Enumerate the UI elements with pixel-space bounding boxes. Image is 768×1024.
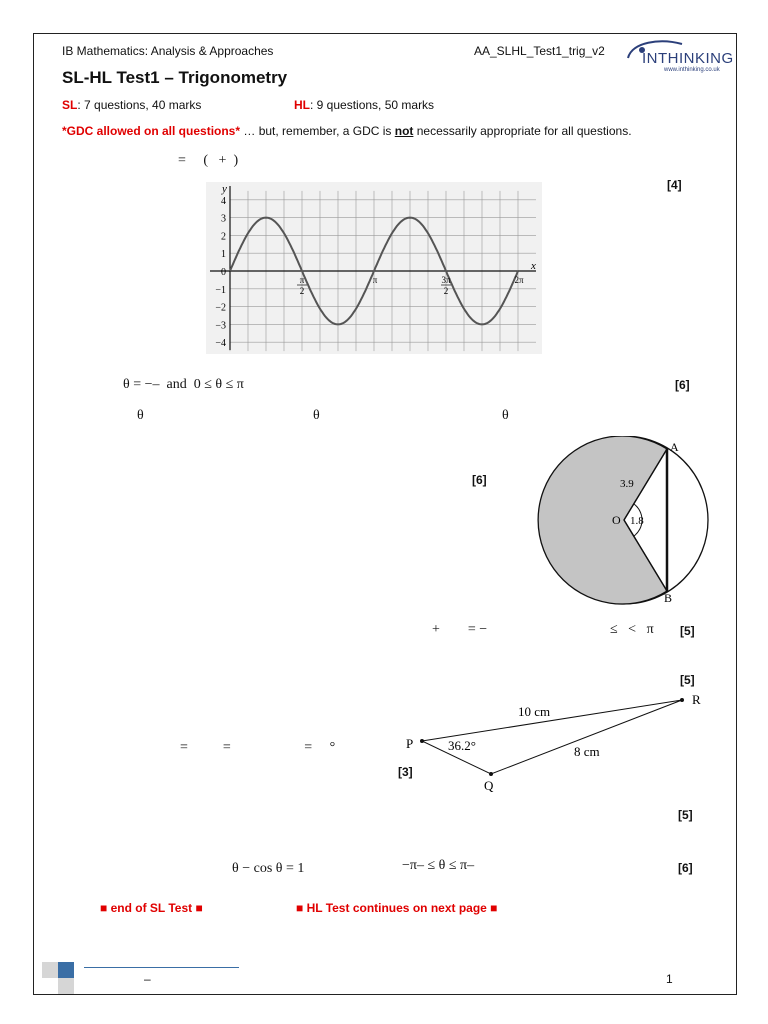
q9-range: −π– ≤ θ ≤ π– xyxy=(402,858,475,873)
q7-marks: [3] xyxy=(398,765,413,779)
footer-rule xyxy=(84,967,239,968)
radius-label: 3.9 xyxy=(620,478,634,490)
hl-summary-text: : 9 questions, 50 marks xyxy=(310,98,435,112)
x-tick-label: π xyxy=(372,275,378,285)
q9-formula: θ − cos θ = 1 xyxy=(232,861,305,876)
hl-continues-note: ■ HL Test continues on next page ■ xyxy=(296,901,498,915)
x-tick-label: 2π xyxy=(514,275,524,285)
x-tick-label: 2 xyxy=(299,286,305,296)
x-tick-label: 3π xyxy=(441,275,451,285)
circle-sector-svg xyxy=(508,436,728,612)
hl-label: HL xyxy=(294,98,310,112)
q3-theta-2: θ xyxy=(313,408,320,423)
point-b-label: B xyxy=(664,591,673,605)
y-tick-label: 3 xyxy=(221,213,226,225)
y-tick-label: −3 xyxy=(215,320,226,332)
x-tick-label: 2 xyxy=(443,286,449,296)
y-tick-label: 0 xyxy=(221,267,226,278)
y-tick-label: −2 xyxy=(215,302,226,314)
q3-theta-1: θ xyxy=(137,408,144,423)
y-tick-label: 1 xyxy=(221,249,226,261)
q2-marks: [6] xyxy=(675,378,690,392)
q9-marks: [6] xyxy=(678,861,693,875)
subject-header: IB Mathematics: Analysis & Approaches xyxy=(62,44,274,58)
vertex-r-label: R xyxy=(692,692,701,707)
q5-marks: [5] xyxy=(680,624,695,638)
vertex-p-label: P xyxy=(406,736,414,751)
triangle-diagram xyxy=(398,688,718,796)
q2-formula: θ = −– and 0 ≤ θ ≤ π xyxy=(123,377,244,392)
angle-p-label: 36.2° xyxy=(448,738,476,753)
y-tick-label: −1 xyxy=(215,284,226,296)
q8-marks: [5] xyxy=(678,808,693,822)
sine-graph xyxy=(206,182,542,354)
footer-dash: – xyxy=(144,972,151,986)
logo-url: www.inthinking.co.uk xyxy=(664,67,720,73)
q7-formula: = = = ° xyxy=(180,740,336,755)
gdc-note-before: … but, remember, a GDC is xyxy=(240,124,395,138)
side-pr-label: 10 cm xyxy=(518,704,551,719)
side-qr-label: 8 cm xyxy=(574,744,600,759)
angle-label: 1.8 xyxy=(630,515,644,527)
gdc-note-red: *GDC allowed on all questions* xyxy=(62,124,241,138)
q4-marks: [6] xyxy=(472,473,487,487)
x-tick-label: π xyxy=(299,275,305,285)
q6-marks: [5] xyxy=(680,673,695,687)
document-code: AA_SLHL_Test1_trig_v2 xyxy=(474,44,605,58)
page-number: 1 xyxy=(666,972,673,986)
y-tick-label: −4 xyxy=(215,338,226,350)
point-a-label: A xyxy=(670,440,679,454)
q1-formula: = ( + ) xyxy=(178,153,239,168)
triangle-svg xyxy=(398,688,718,796)
gdc-note-after: necessarily appropriate for all questions. xyxy=(413,124,632,138)
sl-label: SL xyxy=(62,98,78,112)
y-tick-label: 2 xyxy=(221,231,226,243)
center-label-o: O xyxy=(612,513,621,527)
sine-graph-svg xyxy=(206,182,542,354)
triangle-pqr xyxy=(422,700,682,774)
sl-summary-text: : 7 questions, 40 marks xyxy=(77,98,202,112)
vertex-q-label: Q xyxy=(484,778,494,793)
page-title: SL-HL Test1 – Trigonometry xyxy=(62,68,288,87)
circle-sector-diagram xyxy=(508,436,728,612)
inthinking-logo xyxy=(620,36,734,76)
gdc-note xyxy=(62,124,632,138)
hl-summary xyxy=(294,98,434,112)
q5-right-formula: ≤ < π xyxy=(610,622,654,637)
footer-squares-decoration xyxy=(42,962,74,994)
end-of-sl-note: ■ end of SL Test ■ xyxy=(100,901,203,915)
q5-left-formula: + = − xyxy=(432,622,488,637)
logo-wordmark: INTHINKING xyxy=(642,50,734,67)
sl-summary xyxy=(62,98,201,112)
x-axis-label: x xyxy=(531,260,536,272)
q3-theta-3: θ xyxy=(502,408,509,423)
y-tick-label: 4 xyxy=(221,195,226,207)
y-axis-label: y xyxy=(222,183,227,195)
gdc-note-emph: not xyxy=(394,124,414,138)
q1-marks: [4] xyxy=(667,178,682,192)
